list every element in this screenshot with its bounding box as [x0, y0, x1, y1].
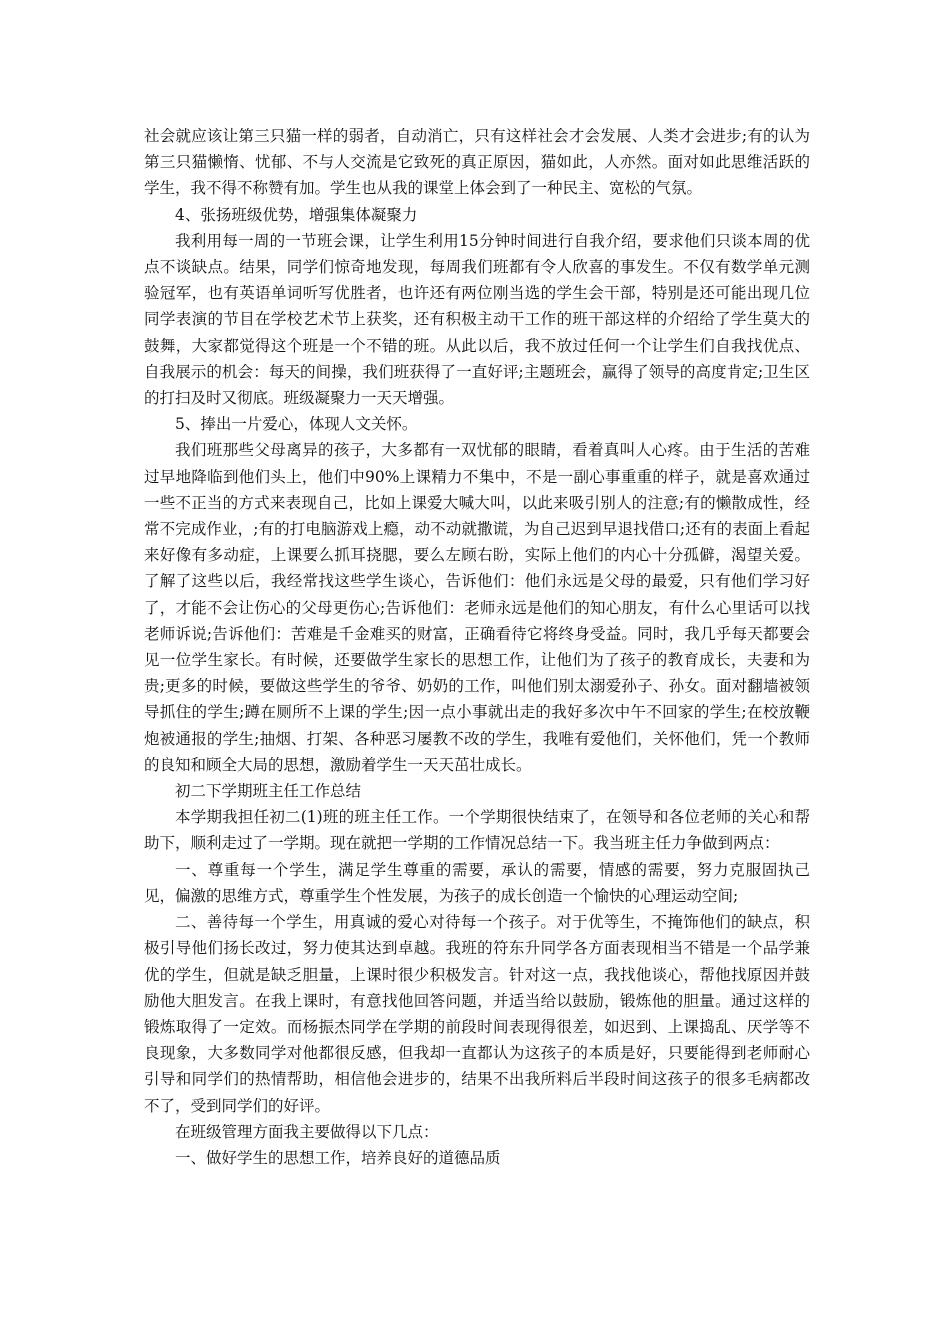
document-body — [144, 123, 810, 1171]
heading-caring: 5、捧出一片爱心，体现人文关怀。 — [175, 415, 418, 434]
paragraph-treat-students: 二、善待每一个学生，用真诚的爱心对待每一个孩子。对于优等生，不掩饰他们的缺点，积极引导他们扬长改过，努力使其达到卓越。我班的符东升同学各方面表现相当不错是一个品学兼优的学生，但就是缺乏胆量，上课时很少积极发言。针对这一点，我找他谈心，帮他找原因并鼓励他大胆发言。在我上课时，有意找他回答问题，并适当给以鼓励，锻炼他的胆量。通过这样的锻炼取得了一定效。而杨振杰同学在学期的前段时间表现得很差，如迟到、上课捣乱、厌学等不良现象，大多数同学对他都很反感，但我却一直都认为这孩子的本质是好，只要能得到老师耐心引导和同学们的热情帮助，相信他会进步的，结果不出我所料后半段时间这孩子的很多毛病都改不了，受到同学们的好评。 — [144, 913, 810, 1115]
paragraph-semester-intro: 本学期我担任初二(1)班的班主任工作。一个学期很快结束了，在领导和各位老师的关心和帮助下，顺利走过了一学期。现在就把一学期的工作情况总结一下。我当班主任力争做到两点： — [144, 808, 810, 853]
paragraph-management-intro: 在班级管理方面我主要做得以下几点： — [175, 1122, 439, 1141]
paragraph-class-meeting: 我利用每一周的一节班会课，让学生利用15分钟时间进行自我介绍，要求他们只谈本周的优点不谈缺点。结果，同学们惊奇地发现，每周我们班都有令人欣喜的事发生。不仅有数学单元测验冠军，也有英语单词听写优胜者，也许还有两位刚当选的学生会干部，特别是还可能出现几位同学表演的节目在学校艺术节上获奖，还有积极主动干工作的班干部这样的介绍给了学生莫大的鼓舞，大家都觉得这个班是一个不错的班。从此以后，我不放过任何一个让学生们自我找优点、自我展示的机会：每天的间操，我们班获得了一直好评;主题班会，赢得了领导的高度肯定;卫生区的打扫及时又彻底。班级凝聚力一天天增强。 — [144, 231, 810, 408]
paragraph-cat-discussion: 社会就应该让第三只猫一样的弱者，自动消亡，只有这样社会才会发展、人类才会进步;有的认为第三只猫懒惰、忧郁、不与人交流是它致死的真正原因，猫如此，人亦然。面对如此思维活跃的学生，我不得不称赞有加。学生也从我的课堂上体会到了一种民主、宽松的气氛。 — [144, 127, 810, 198]
heading-class-strengths: 4、张扬班级优势，增强集体凝聚力 — [175, 205, 418, 224]
heading-moral-education: 一、做好学生的思想工作，培养良好的道德品质 — [175, 1148, 501, 1167]
heading-semester-summary: 初二下学期班主任工作总结 — [175, 782, 362, 801]
paragraph-divorced-parents: 我们班那些父母离异的孩子，大多都有一双忧郁的眼睛，看着真叫人心疼。由于生活的苦难过早地降临到他们头上，他们中90%上课精力不集中，不是一副心事重重的样子，就是喜欢通过一些不正当的方式来表现自己，比如上课爱大喊大叫，以此来吸引别人的注意;有的懒散成性，经常不完成作业，;有的打电脑游戏上瘾，动不动就撒谎，为自己迟到早退找借口;还有的表面上看起来好像有多动症，上课要么抓耳挠腮，要么左顾右盼，实际上他们的内心十分孤僻，渴望关爱。了解了这些以后，我经常找这些学生谈心，告诉他们：他们永远是父母的最爱，只有他们学习好了，才能不会让伤心的父母更伤心;告诉他们：老师永远是他们的知心朋友，有什么心里话可以找老师诉说;告诉他们：苦难是千金难买的财富，正确看待它将终身受益。同时，我几乎每天都要会见一位学生家长。有时候，还要做学生家长的思想工作，让他们为了孩子的教育成长，夫妻和为贵;更多的时候，要做这些学生的爷爷、奶奶的工作，叫他们别太溺爱孙子、孙女。面对翻墙被领导抓住的学生;蹲在厕所不上课的学生;因一点小事就出走的我好多次中午不回家的学生;在校放鞭炮被通报的学生;抽烟、打架、各种恶习屡教不改的学生，我唯有爱他们，关怀他们，凭一个教师的良知和顾全大局的思想，激励着学生一天天茁壮成长。 — [144, 441, 810, 774]
paragraph-respect-students: 一、尊重每一个学生，满足学生尊重的需要，承认的需要，情感的需要，努力克服固执己见，偏激的思维方式，尊重学生个性发展，为孩子的成长创造一个愉快的心理运动空间; — [144, 860, 810, 905]
